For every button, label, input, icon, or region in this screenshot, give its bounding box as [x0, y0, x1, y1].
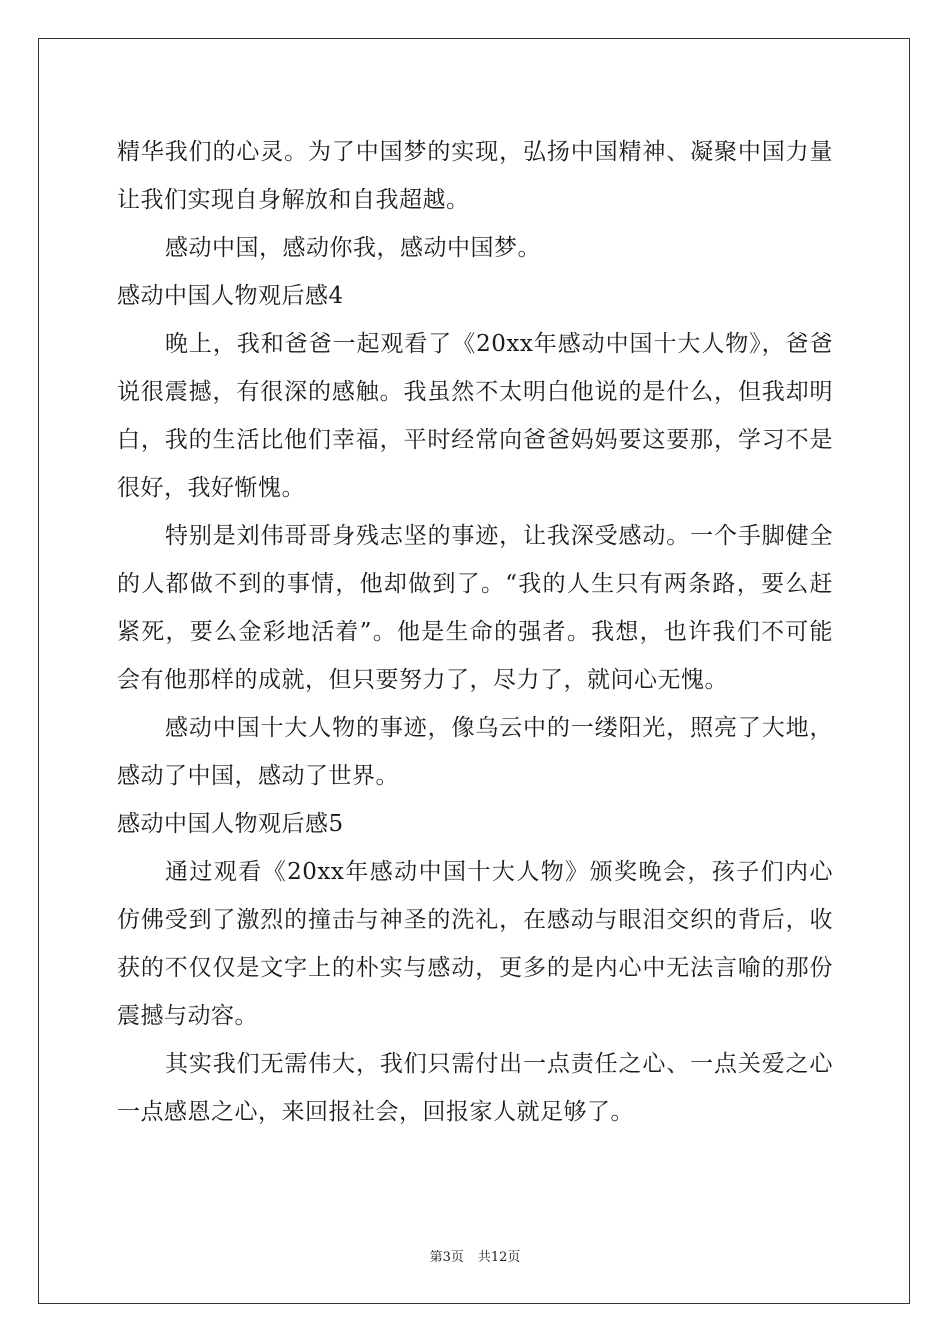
paragraph: 精华我们的心灵。为了中国梦的实现，弘扬中国精神、凝聚中国力量让我们实现自身解放和自我超越。 [117, 139, 833, 213]
paragraph: 通过观看《20xx年感动中国十大人物》颁奖晚会，孩子们内心仿佛受到了激烈的撞击与神圣的洗礼，在感动与眼泪交织的背后，收获的不仅仅是文字上的朴实与感动，更多的是内心中无法言喻的那份震撼与动容。 [117, 859, 833, 1029]
document-body [117, 128, 833, 1136]
section-heading: 感动中国人物观后感4 [117, 283, 344, 309]
paragraph: 其实我们无需伟大，我们只需付出一点责任之心、一点关爱之心一点感恩之心，来回报社会，回报家人就足够了。 [117, 1051, 833, 1125]
page-total: 共12页 [477, 1250, 521, 1265]
paragraph: 感动中国十大人物的事迹，像乌云中的一缕阳光，照亮了大地，感动了中国，感动了世界。 [117, 715, 833, 789]
page-footer [0, 1246, 950, 1265]
page-number: 第3页 [429, 1250, 464, 1265]
paragraph: 感动中国，感动你我，感动中国梦。 [165, 235, 541, 261]
paragraph: 特别是刘伟哥哥身残志坚的事迹，让我深受感动。一个手脚健全的人都做不到的事情，他却做到了。“我的人生只有两条路，要么赶紧死，要么金彩地活着”。他是生命的强者。我想，也许我们不可能会有他那样的成就，但只要努力了，尽力了，就问心无愧。 [117, 523, 833, 693]
paragraph: 晚上，我和爸爸一起观看了《20xx年感动中国十大人物》，爸爸说很震撼，有很深的感触。我虽然不太明白他说的是什么，但我却明白，我的生活比他们幸福，平时经常向爸爸妈妈要这要那，学习不是很好，我好惭愧。 [117, 331, 833, 501]
section-heading: 感动中国人物观后感5 [117, 811, 344, 837]
